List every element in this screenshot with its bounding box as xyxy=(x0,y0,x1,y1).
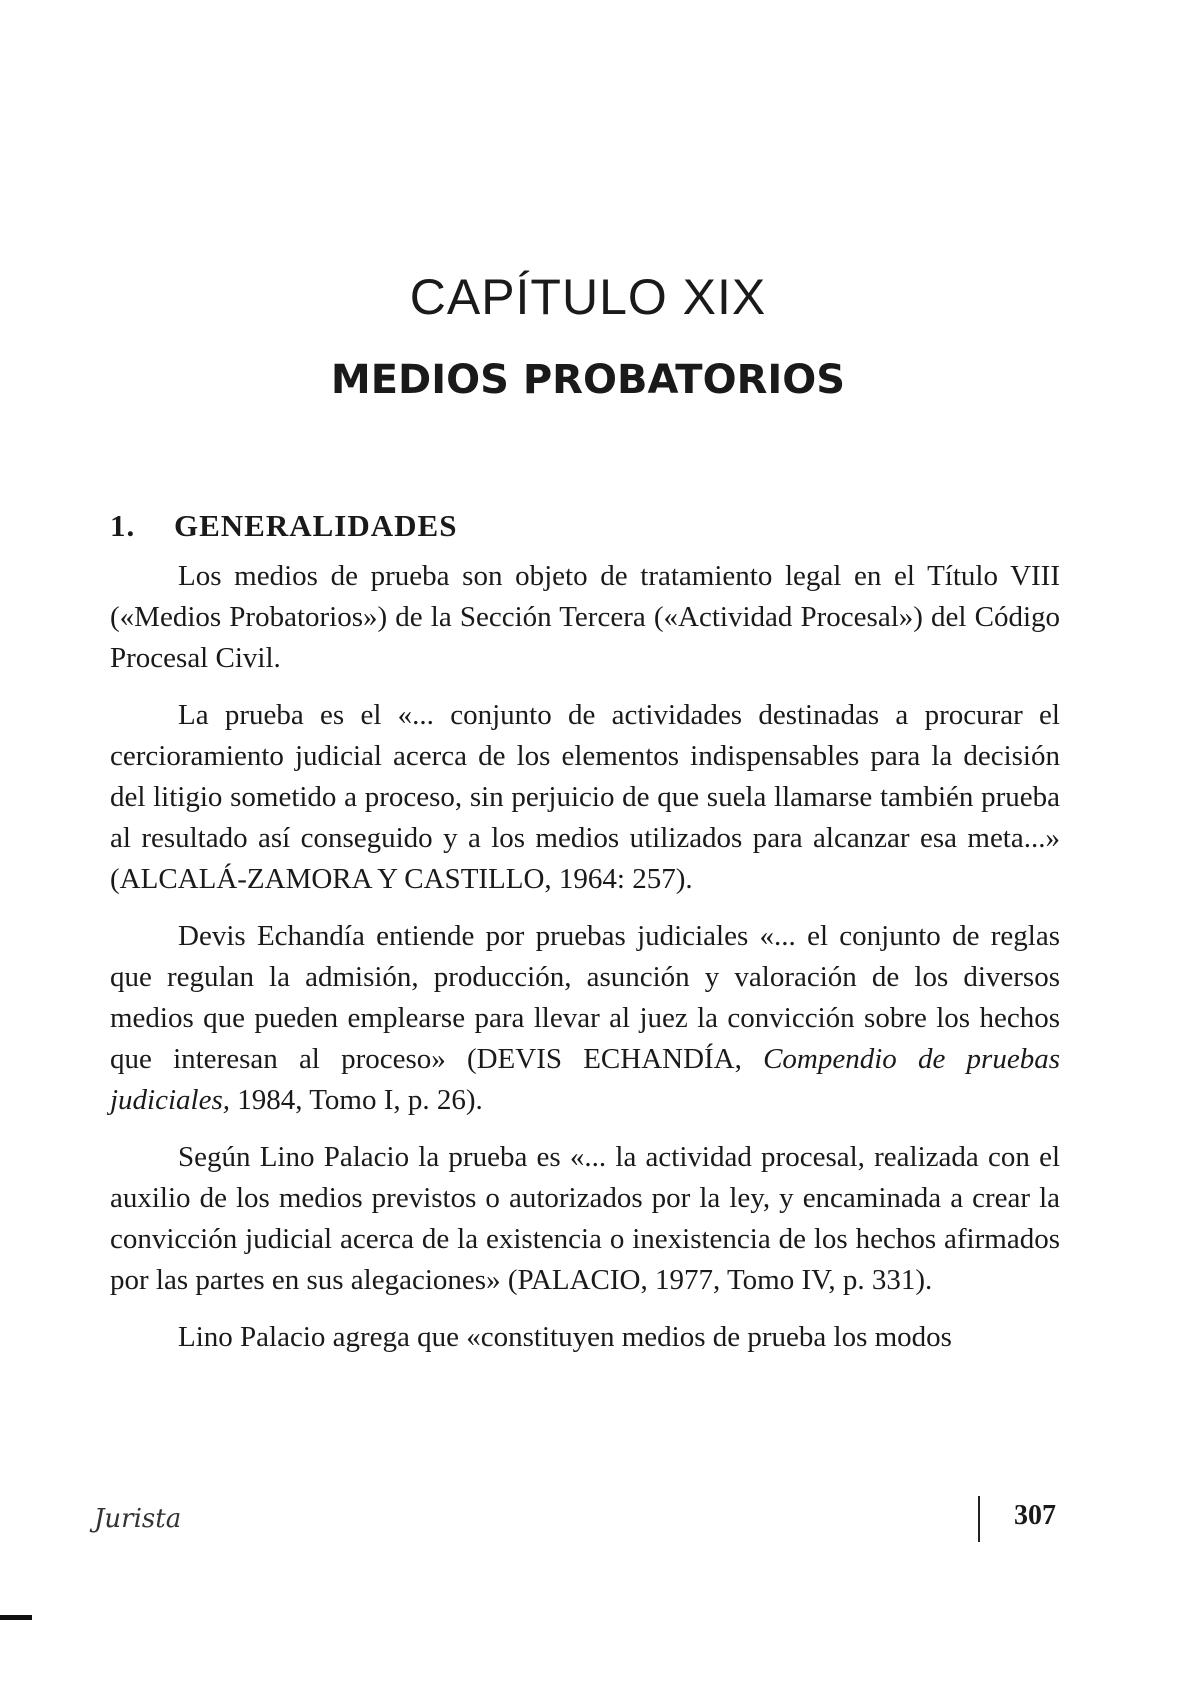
page-number: 307 xyxy=(1014,1500,1056,1531)
paragraph-4: Según Lino Palacio la prueba es «... la actividad procesal, realizada con el auxilio de los medios previstos o autorizados por la ley, y encaminada a crear la convicción judicial acerca de la existencia o inexistencia de los hechos afirmados por las partes en sus alegaciones» (PALACIO, 1977, Tomo IV, p. 331). xyxy=(110,1141,1060,1296)
body-text xyxy=(110,556,1060,1374)
paragraph-3-text-a: Devis Echandía entiende por pruebas judiciales «... el conjunto de reglas que regulan la admisión, producción, asunción y valoración de los diversos medios que pueden emplearse para llevar al juez la convicción sobre los hechos que interesan al proceso» (DEVIS ECHANDÍA, xyxy=(110,920,1060,1075)
footer-divider xyxy=(978,1496,980,1542)
paragraph-3-text-b: 1984, Tomo I, p. 26). xyxy=(230,1084,483,1116)
chapter-subtitle: MEDIOS PROBATORIOS xyxy=(330,357,846,403)
section-title: GENERALIDADES xyxy=(174,508,458,543)
edge-mark xyxy=(0,1615,32,1620)
section-number: 1. xyxy=(110,508,136,543)
paragraph-1: Los medios de prueba son objeto de tratamiento legal en el Título VIII («Medios Probatorios») de la Sección Tercera («Actividad Procesal») del Código Procesal Civil. xyxy=(110,560,1060,674)
paragraph-5: Lino Palacio agrega que «constituyen medios de prueba los modos xyxy=(178,1321,952,1353)
publisher-logo: Jurista xyxy=(94,1504,182,1534)
chapter-heading: CAPÍTULO XIX xyxy=(409,269,767,325)
paragraph-2: La prueba es el «... conjunto de actividades destinadas a procurar el cercioramiento judicial acerca de los elementos indispensables para la decisión del litigio sometido a proceso, sin perjuicio de que suela llamarse también prueba al resultado así conseguido y a los medios utilizados para alcanzar esa meta...» (ALCALÁ-ZAMORA Y CASTILLO, 1964: 257). xyxy=(110,699,1060,895)
book-title-italic: Compendio de pruebas judiciales, xyxy=(110,1043,1061,1116)
section-heading xyxy=(110,510,457,541)
paragraph-3 xyxy=(110,916,1060,1121)
